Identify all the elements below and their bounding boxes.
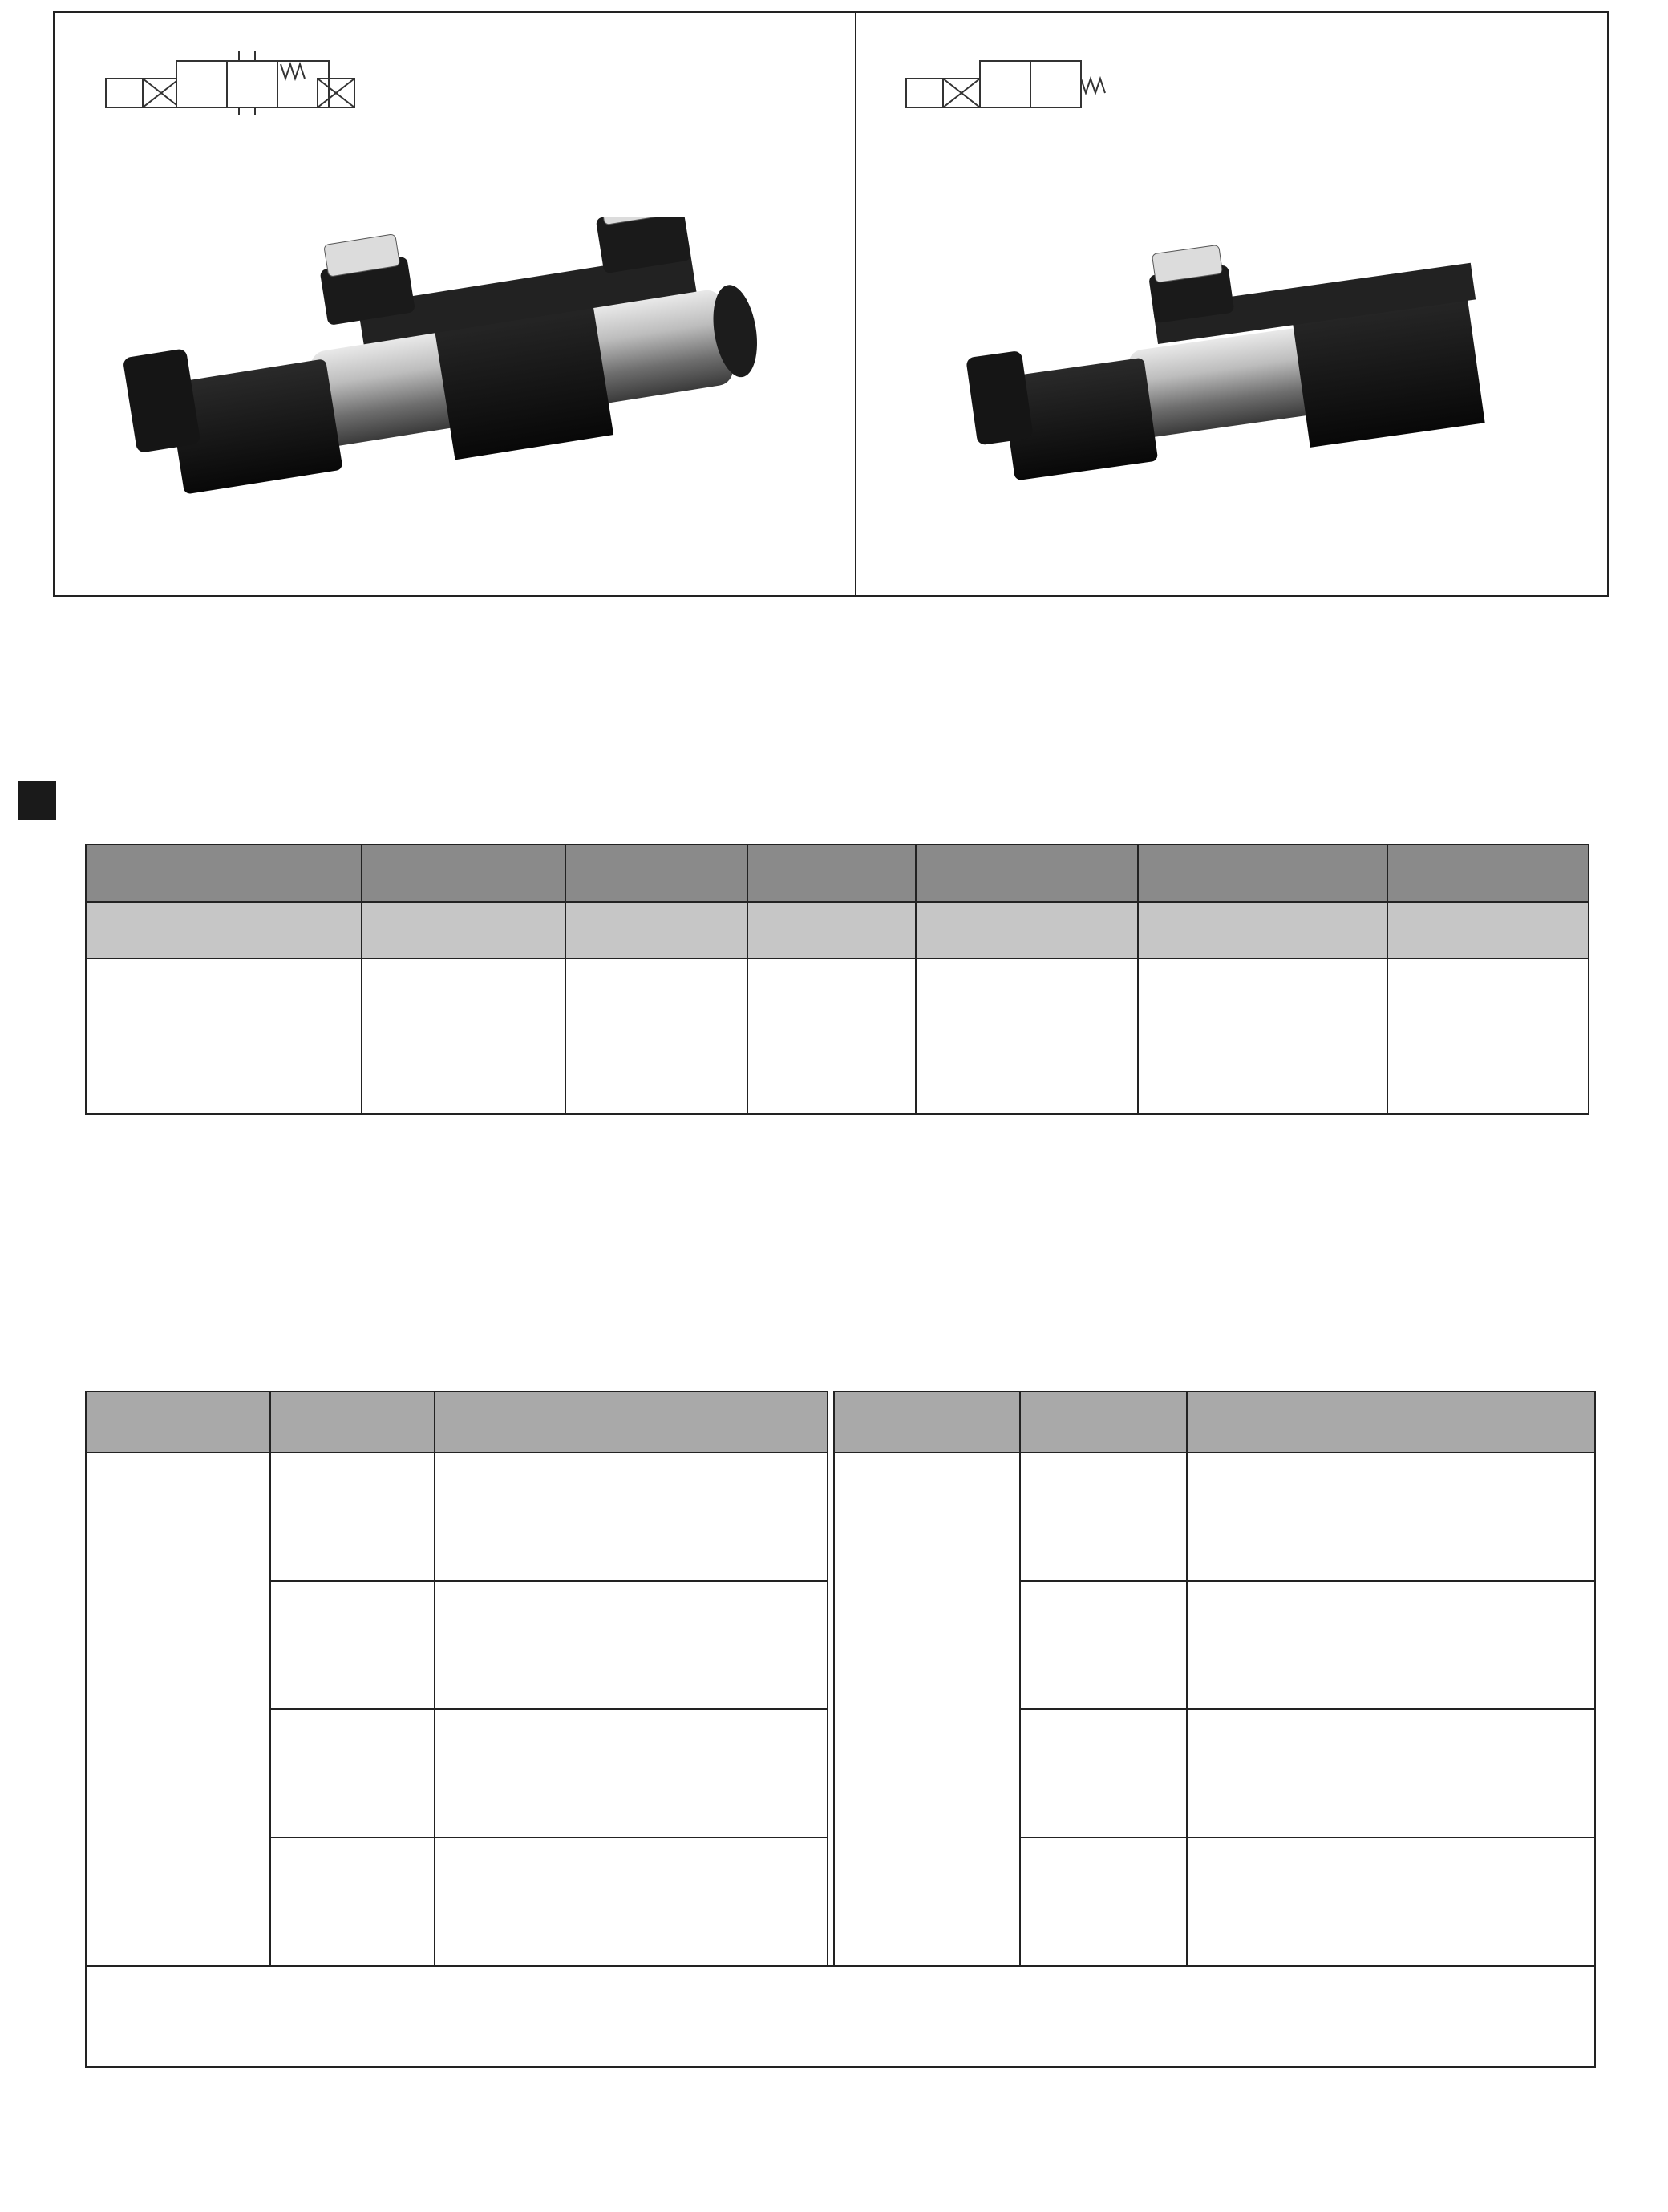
- spool-type-empty: [270, 1837, 435, 1966]
- symbol-c2bs: [1187, 1709, 1595, 1837]
- desc-mounting: [362, 958, 565, 1114]
- application-3-position: [86, 1452, 270, 1966]
- code-series: [86, 845, 362, 902]
- spool-type-c2: [270, 1452, 435, 1581]
- header-series: [86, 902, 362, 958]
- spool-type-c4b: [1020, 1581, 1187, 1709]
- desc-spool: [747, 958, 916, 1114]
- code-mounting: [362, 845, 565, 902]
- symbol-c40: [435, 1709, 828, 1837]
- header-size: [565, 902, 747, 958]
- header-connector: [1138, 902, 1387, 958]
- code-spool: [747, 845, 916, 902]
- spool-symbol-c30: [511, 1593, 751, 1697]
- spool-type-c30: [270, 1581, 435, 1709]
- spool-type-c40: [270, 1709, 435, 1837]
- order-code-table: [85, 844, 1589, 1115]
- desc-series: [86, 958, 362, 1114]
- header-spool-type: [270, 1392, 435, 1452]
- spool-type-c4bs: [1020, 1837, 1187, 1966]
- spool-symbol-c40: [511, 1721, 751, 1825]
- spool-symbol-c4bs: [1271, 1849, 1512, 1954]
- application-2-position: [834, 1452, 1020, 1966]
- header-spool-type: [1020, 1392, 1187, 1452]
- valve-photo-double-solenoid: [104, 217, 826, 521]
- desc-flow: [916, 958, 1138, 1114]
- order-code-row: [86, 845, 1589, 902]
- column-separator: [828, 1452, 834, 1966]
- spool-symbol-c2bs: [1271, 1721, 1512, 1825]
- desc-current: [1387, 958, 1589, 1114]
- header-mounting: [362, 902, 565, 958]
- spool-symbol-c2b: [1271, 1465, 1512, 1569]
- valve-symbol-3pos: [88, 32, 393, 136]
- remarks-text: [86, 1966, 1595, 2067]
- header-spool: [747, 902, 916, 958]
- desc-size: [565, 958, 747, 1114]
- header-symbols: [435, 1392, 828, 1452]
- valve-photo-single-solenoid: [954, 241, 1516, 505]
- panel-divider: [855, 11, 856, 597]
- spool-symbol-c2: [511, 1465, 751, 1569]
- header-application: [834, 1392, 1020, 1452]
- code-connector: [1138, 845, 1387, 902]
- header-flow: [916, 902, 1138, 958]
- spool-row: [86, 1452, 1595, 1581]
- section-marker: [18, 781, 56, 820]
- header-current: [1387, 902, 1589, 958]
- order-description-row: [86, 958, 1589, 1114]
- desc-connector: [1138, 958, 1387, 1114]
- code-size: [565, 845, 747, 902]
- spool-type-c2b: [1020, 1452, 1187, 1581]
- spool-header-row: [86, 1392, 1595, 1452]
- spool-symbol-c4b: [1271, 1593, 1512, 1697]
- header-application: [86, 1392, 270, 1452]
- order-header-row: [86, 902, 1589, 958]
- header-symbols: [1187, 1392, 1595, 1452]
- column-separator: [828, 1392, 834, 1452]
- code-flow: [916, 845, 1138, 902]
- valve-symbol-2pos: [889, 32, 1129, 136]
- symbol-c4b: [1187, 1581, 1595, 1709]
- spool-config-table: [85, 1391, 1596, 2068]
- symbol-c30: [435, 1581, 828, 1709]
- symbol-c2: [435, 1452, 828, 1581]
- symbol-empty: [435, 1837, 828, 1966]
- remarks-row: [86, 1966, 1595, 2067]
- spool-type-c2bs: [1020, 1709, 1187, 1837]
- code-current: [1387, 845, 1589, 902]
- symbol-c2b: [1187, 1452, 1595, 1581]
- symbol-c4bs: [1187, 1837, 1595, 1966]
